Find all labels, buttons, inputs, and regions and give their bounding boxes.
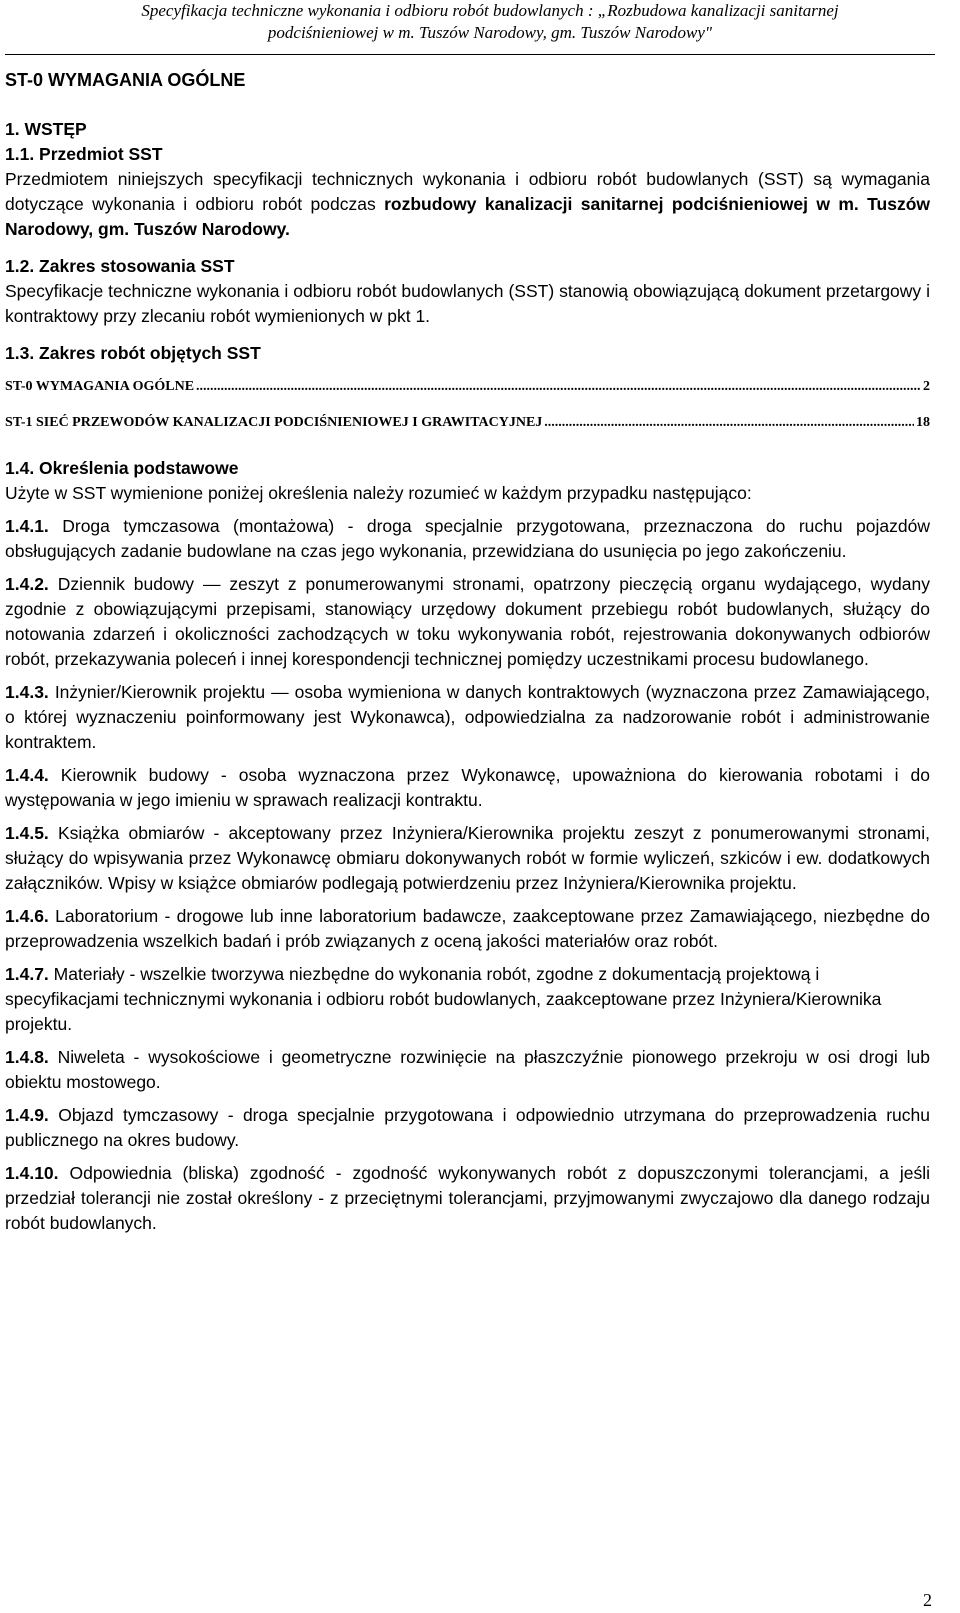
- paragraph-1-2: Specyfikacje techniczne wykonania i odbioru robót budowlanych (SST) stanowią obowiązującą dokument przetargowy i kontraktowy przy zlecaniu robót wymienionych w pkt 1.: [5, 281, 930, 326]
- heading-1-3: 1.3. Zakres robót objętych SST: [5, 343, 261, 363]
- table-of-contents: [5, 378, 930, 432]
- toc-entry[interactable]: [5, 414, 930, 432]
- paragraph-1-1-text: Przedmiotem niniejszych specyfikacji technicznych wykonania i odbioru robót budowlanych (SST) są wymagania dotyczące wykonania i odbioru robót podczas: [5, 169, 930, 214]
- toc-entry[interactable]: [5, 378, 930, 396]
- definition-text: Odpowiednia (bliska) zgodność - zgodność wykonywanych robót z dopuszczonymi tolerancjami, a jeśli przedział tolerancji nie został określony - z przeciętnymi tolerancjami, przyjmowanymi zwyczajowo dla danego rodzaju robót budowlanych.: [5, 1163, 930, 1233]
- definition-text: Droga tymczasowa (montażowa) - droga specjalnie przygotowana, przeznaczona do ruchu pojazdów obsługujących zadanie budowlane na czas jego wykonania, przewidziana do usunięcia po jego zakończeniu.: [5, 516, 930, 561]
- heading-1-4: 1.4. Określenia podstawowe: [5, 458, 239, 478]
- heading-1-2: 1.2. Zakres stosowania SST: [5, 256, 235, 276]
- paragraph-1-1-bold: rozbudowy kanalizacji sanitarnej podciśnieniowej w m. Tuszów Narodowy, gm. Tuszów Narodowy.: [5, 194, 930, 239]
- definition-number: 1.4.3.: [5, 682, 49, 702]
- definition-item: [5, 904, 930, 954]
- definition-text: Objazd tymczasowy - droga specjalnie przygotowana i odpowiednio utrzymana do przeprowadzenia ruchu publicznego na okres budowy.: [5, 1105, 930, 1150]
- toc-entry-label: ST-1 SIEĆ PRZEWODÓW KANALIZACJI PODCIŚNIENIOWEJ I GRAWITACYJNEJ: [5, 415, 543, 430]
- page-number: 2: [923, 1590, 932, 1610]
- header-rule: [5, 54, 935, 55]
- heading-1-1: 1.1. Przedmiot SST: [5, 144, 163, 164]
- definition-item: [5, 1161, 930, 1236]
- definition-text: Kierownik budowy - osoba wyznaczona przez Wykonawcę, upoważniona do kierowania robotami i do występowania w jego imieniu w sprawach realizacji kontraktu.: [5, 765, 930, 810]
- toc-entry-label: ST-0 WYMAGANIA OGÓLNE: [5, 379, 195, 394]
- definition-item: [5, 962, 930, 1037]
- running-header-line-2: podciśnieniowej w m. Tuszów Narodowy, gm. Tuszów Narodowy": [267, 23, 713, 42]
- toc-leader: [196, 378, 921, 396]
- definition-item: [5, 572, 930, 672]
- definition-item: [5, 680, 930, 755]
- definition-number: 1.4.1.: [5, 516, 49, 536]
- definition-text: Niweleta - wysokościowe i geometryczne rozwinięcie na płaszczyźnie pionowego przekroju w osi drogi lub obiektu mostowego.: [5, 1047, 930, 1092]
- toc-entry-page: 18: [916, 415, 930, 430]
- toc-leader: [544, 414, 914, 432]
- definition-item: [5, 514, 930, 564]
- definition-item: [5, 1103, 930, 1153]
- document-body: [5, 68, 930, 1236]
- definition-text: Materiały - wszelkie tworzywa niezbędne do wykonania robót, zgodne z dokumentacją projektową i specyfikacjami technicznymi wykonania i odbioru robót budowlanych, zaakceptowane przez Inżyniera/Kierownika projektu.: [5, 964, 882, 1034]
- paragraph-1-1: [5, 167, 930, 242]
- definition-number: 1.4.9.: [5, 1105, 49, 1125]
- definition-number: 1.4.4.: [5, 765, 49, 785]
- section-title: ST-0 WYMAGANIA OGÓLNE: [5, 70, 246, 90]
- heading-wstep: 1. WSTĘP: [5, 119, 87, 139]
- definition-item: [5, 763, 930, 813]
- definition-number: 1.4.5.: [5, 823, 49, 843]
- running-header: [60, 0, 920, 44]
- running-header-line-1: Specyfikacja techniczne wykonania i odbioru robót budowlanych : „Rozbudowa kanalizacji sanitarnej: [141, 1, 839, 20]
- definition-text: Książka obmiarów - akceptowany przez Inżyniera/Kierownika projektu zeszyt z ponumerowanymi stronami, służący do wpisywania przez Wykonawcę obmiaru dokonywanych robót w formie wyliczeń, szkiców i ew. dodatkowych załączników. Wpisy w książce obmiarów podlegają potwierdzeniu przez Inżyniera/Kierownika projektu.: [5, 823, 930, 893]
- toc-entry-page: 2: [923, 379, 930, 394]
- paragraph-1-4-intro: Użyte w SST wymienione poniżej określenia należy rozumieć w każdym przypadku następująco:: [5, 483, 752, 503]
- definition-item: [5, 1045, 930, 1095]
- definition-number: 1.4.6.: [5, 906, 49, 926]
- definition-text: Dziennik budowy — zeszyt z ponumerowanymi stronami, opatrzony pieczęcią organu wydającego, wydany zgodnie z obowiązującymi przepisami, stanowiący urzędowy dokument przebiegu robót budowlanych, służący do notowania zdarzeń i okoliczności zachodzących w toku wykonywania robót, rejestrowania dokonywanych odbiorów robót, przekazywania poleceń i innej korespondencji technicznej pomiędzy uczestnikami procesu budowlanego.: [5, 574, 930, 669]
- definition-text: Laboratorium - drogowe lub inne laboratorium badawcze, zaakceptowane przez Zamawiającego, niezbędne do przeprowadzenia wszelkich badań i prób związanych z oceną jakości materiałów oraz robót.: [5, 906, 930, 951]
- definition-text: Inżynier/Kierownik projektu — osoba wymieniona w danych kontraktowych (wyznaczona przez Zamawiającego, o której wyznaczeniu poinformowany jest Wykonawca), odpowiedzialna za nadzorowanie robót i administrowanie kontraktem.: [5, 682, 930, 752]
- definition-number: 1.4.8.: [5, 1047, 49, 1067]
- definition-number: 1.4.10.: [5, 1163, 59, 1183]
- definition-number: 1.4.7.: [5, 964, 49, 984]
- definition-number: 1.4.2.: [5, 574, 49, 594]
- definition-item: [5, 821, 930, 896]
